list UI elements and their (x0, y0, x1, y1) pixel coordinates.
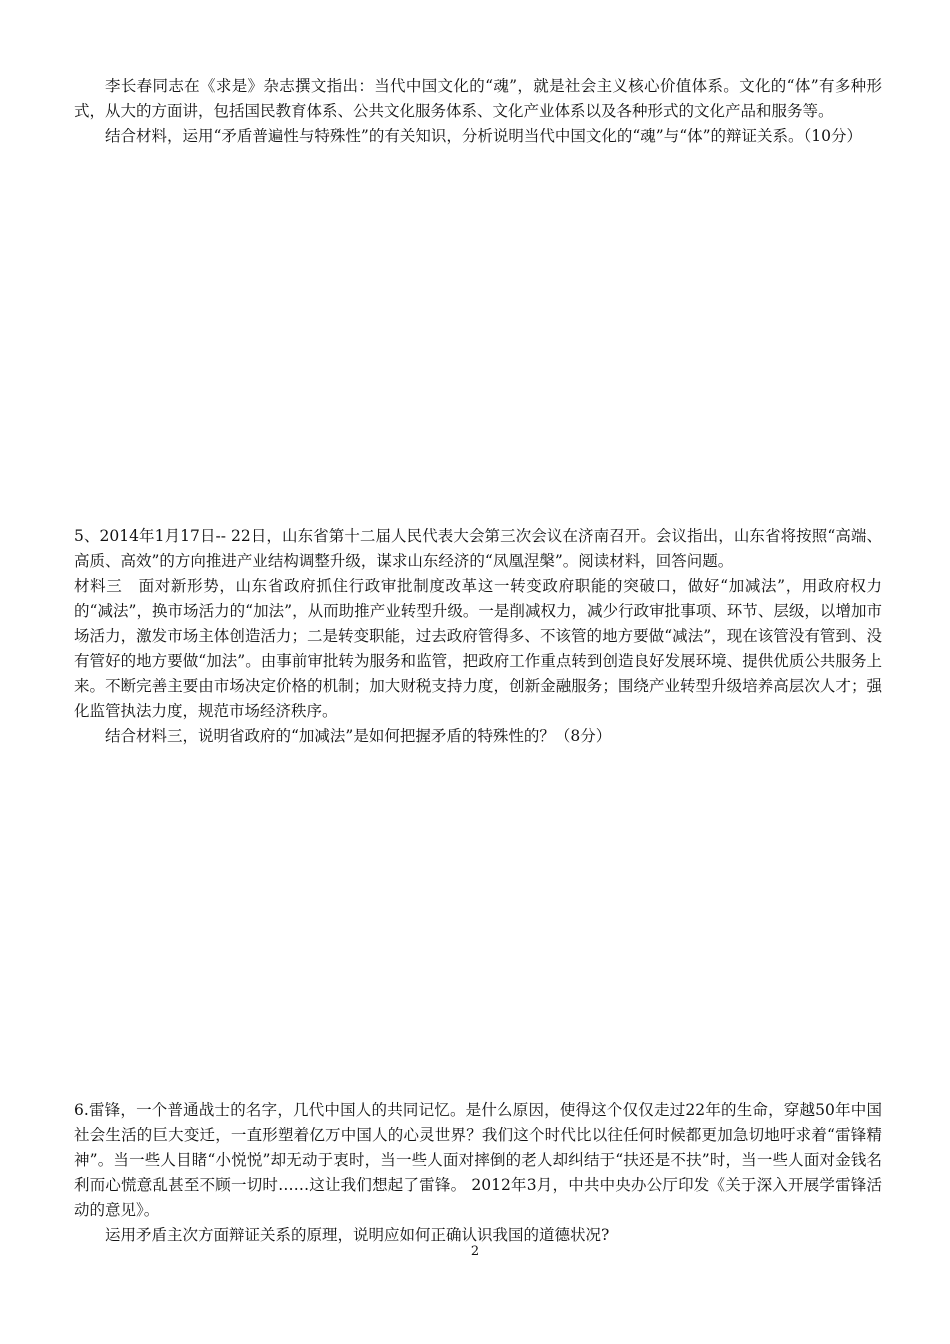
question-6-intro: 6.雷锋，一个普通战士的名字，几代中国人的共同记忆。是什么原因，使得这个仅仅走过22年的生命，穿越50年中国社会生活的巨大变迁，一直形塑着亿万中国人的心灵世界？我们这个时代比以往任何时候都更加急切地吁求着“雷锋精神”。当一些人目睹“小悦悦”却无动于衷时，当一些人面对摔倒的老人却纠结于“扶还是不扶”时，当一些人面对金钱名利而心慌意乱甚至不顾一切时……这让我们想起了雷锋。 2012年3月，中共中央办公厅印发《关于深入开展学雷锋活动的意见》。 (74, 1101, 882, 1219)
question-5-intro: 5、2014年1月17日-- 22日，山东省第十二届人民代表大会第三次会议在济南召开。会议指出，山东省将按照“高端、高质、高效”的方向推进产业结构调整升级，谋求山东经济的“凤凰涅槃”。阅读材料，回答问题。 (74, 527, 882, 570)
question-5-block (74, 524, 882, 749)
question-5-prompt: 结合材料三，说明省政府的“加减法”是如何把握矛盾的特殊性的？（8分） (105, 727, 612, 745)
question-6-block (74, 1098, 882, 1248)
page-number: 2 (470, 1244, 480, 1259)
question-4-block (74, 74, 882, 149)
question-6-prompt: 运用矛盾主次方面辩证关系的原理，说明应如何正确认识我国的道德状况? (105, 1226, 610, 1244)
question-4-material: 李长春同志在《求是》杂志撰文指出：当代中国文化的“魂”，就是社会主义核心价值体系。文化的“体”有多种形式，从大的方面讲，包括国民教育体系、公共文化服务体系、文化产业体系以及各种形式的文化产品和服务等。 (74, 77, 882, 120)
question-5-material: 材料三 面对新形势，山东省政府抓住行政审批制度改革这一转变政府职能的突破口，做好“加减法”，用政府权力的“减法”，换市场活力的“加法”，从而助推产业转型升级。一是削减权力，减少行政审批事项、环节、层级，以增加市场活力，激发市场主体创造活力；二是转变职能，过去政府管得多、不该管的地方要做“减法”，现在该管没有管到、没有管好的地方要做“加法”。由事前审批转为服务和监管，把政府工作重点转到创造良好发展环境、提供优质公共服务上来。不断完善主要由市场决定价格的机制；加大财税支持力度，创新金融服务；围绕产业转型升级培养高层次人才；强化监管执法力度，规范市场经济秩序。 (74, 577, 882, 720)
question-4-prompt: 结合材料，运用“矛盾普遍性与特殊性”的有关知识，分析说明当代中国文化的“魂”与“体”的辩证关系。（10分） (105, 127, 863, 145)
